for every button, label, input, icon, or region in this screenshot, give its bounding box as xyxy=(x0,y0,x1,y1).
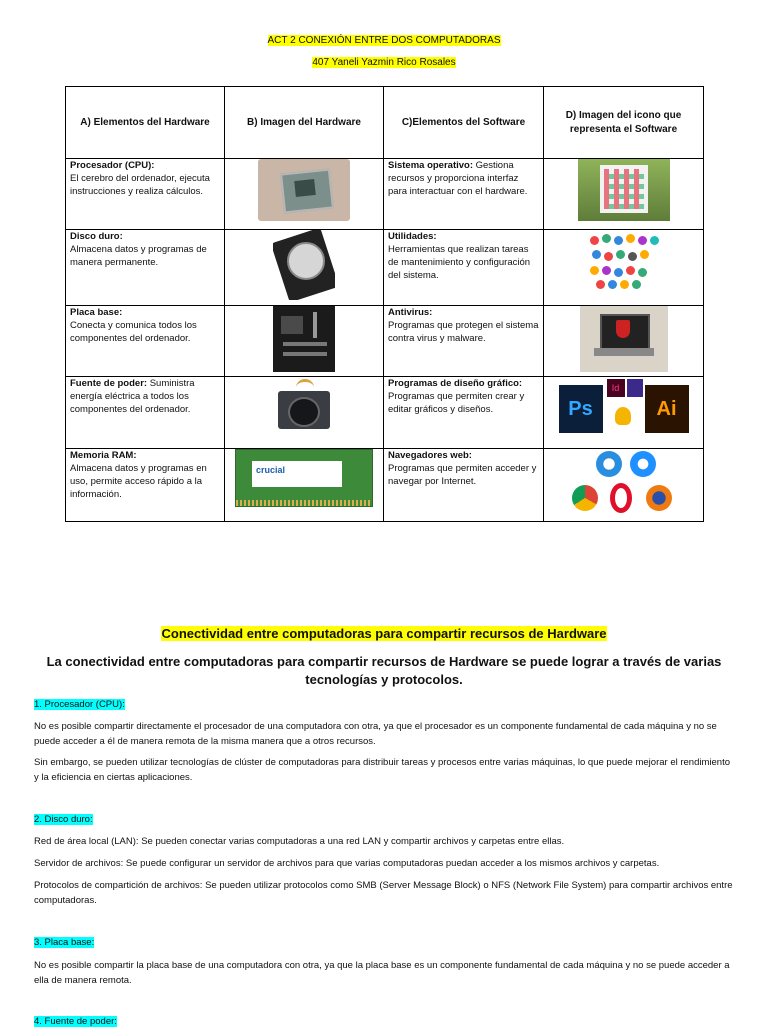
hardware-cell xyxy=(66,449,225,522)
power-supply-photo xyxy=(274,377,334,435)
table-row xyxy=(66,230,704,306)
table-row xyxy=(66,449,704,522)
hardware-name: Procesador (CPU): xyxy=(70,160,155,171)
safari-icon xyxy=(596,451,622,477)
software-cell xyxy=(384,230,544,306)
table-row xyxy=(66,306,704,377)
software-name: Navegadores web: xyxy=(388,450,472,461)
item-heading-text: 2. Disco duro: xyxy=(34,814,93,825)
hardware-image-cell xyxy=(225,377,384,449)
item-heading-text: 3. Placa base: xyxy=(34,937,95,948)
software-name: Antivirus: xyxy=(388,307,433,318)
section-intro: La conectividad entre computadoras para compartir recursos de Hardware se puede lograr a través de varias tecnologías y protocolos. xyxy=(46,654,722,687)
section-title-text: Conectividad entre computadoras para compartir recursos de Hardware xyxy=(161,626,607,641)
hardware-name: Placa base: xyxy=(70,307,123,318)
coreldraw-logo xyxy=(615,407,631,425)
table-header-row xyxy=(66,87,704,159)
software-description: Programas que protegen el sistema contra virus y malware. xyxy=(388,320,539,344)
opera-icon xyxy=(610,483,632,513)
software-image-cell xyxy=(544,159,704,230)
paragraph: Servidor de archivos: Se puede configurar un servidor de archivos para que varias computadoras puedan acceder a los mismos archivos y carpetas. xyxy=(34,858,660,869)
hardware-cell xyxy=(66,230,225,306)
item-heading-power-supply xyxy=(34,1016,117,1027)
cpu-photo xyxy=(258,159,350,221)
software-name: Programas de diseño gráfico: xyxy=(388,378,523,389)
ram-brand-label: crucial xyxy=(256,465,286,475)
hardware-software-table xyxy=(65,86,704,522)
hardware-image-cell xyxy=(225,159,384,230)
item-heading-cpu xyxy=(34,699,125,710)
software-description: Programas que permiten acceder y navegar por Internet. xyxy=(388,463,537,487)
firefox-icon xyxy=(646,485,672,511)
chrome-icon xyxy=(572,485,598,511)
hardware-name: Memoria RAM: xyxy=(70,450,137,461)
paragraph: No es posible compartir directamente el procesador de una computadora con otra, ya que el procesador es un componente fundamental de cada máquina y no se puede acceder a él de manera remota de la misma manera que a otros recursos. xyxy=(34,721,717,747)
creative-logo xyxy=(627,379,643,397)
author-text: 407 Yaneli Yazmin Rico Rosales xyxy=(312,57,456,68)
software-image-cell xyxy=(544,306,704,377)
software-image-cell xyxy=(544,449,704,522)
header-software-icon: D) Imagen del icono que representa el Software xyxy=(544,87,704,159)
header-hardware-image: B) Imagen del Hardware xyxy=(225,87,384,159)
software-description: Gestiona recursos y proporciona interfaz para interactuar con el hardware. xyxy=(388,160,528,197)
paragraph: No es posible compartir la placa base de una computadora con otra, ya que la placa base es un componente fundamental de cada máquina y no se puede acceder a ella de manera remota. xyxy=(34,960,730,986)
hardware-cell xyxy=(66,306,225,377)
software-cell xyxy=(384,377,544,449)
hardware-cell xyxy=(66,377,225,449)
hardware-name: Disco duro: xyxy=(70,231,123,242)
antivirus-laptop-icon xyxy=(580,306,668,372)
indesign-logo: Id xyxy=(607,379,625,397)
section-title xyxy=(0,626,768,641)
design-apps-icon xyxy=(559,377,689,435)
hardware-image-cell xyxy=(225,449,384,522)
item-heading-text: 1. Procesador (CPU): xyxy=(34,699,125,710)
os-start-menu-icon xyxy=(578,159,670,221)
software-description: Herramientas que realizan tareas de mantenimiento y configuración del sistema. xyxy=(388,244,531,281)
hardware-description: Almacena datos y programas de manera permanente. xyxy=(70,244,207,268)
hardware-image-cell xyxy=(225,230,384,306)
internet-explorer-icon xyxy=(630,451,656,477)
paragraph: Sin embargo, se pueden utilizar tecnologías de clúster de computadoras para distribuir tareas y procesos entre varias máquinas, lo que puede mejorar el rendimiento y la eficiencia en ciertas aplicaciones. xyxy=(34,757,730,783)
software-name: Utilidades: xyxy=(388,231,437,242)
software-name: Sistema operativo: xyxy=(388,160,473,171)
item-heading-disk xyxy=(34,814,93,825)
paragraph: Protocolos de compartición de archivos: Se pueden utilizar protocolos como SMB (Server Message Block) o NFS (Network File System) para compartir archivos entre computadoras. xyxy=(34,880,733,906)
hardware-name: Fuente de poder: xyxy=(70,378,148,389)
title-text: ACT 2 CONEXIÓN ENTRE DOS COMPUTADORAS xyxy=(267,35,501,46)
hardware-description: Almacena datos y programas en uso, permite acceso rápido a la información. xyxy=(70,463,207,500)
motherboard-photo xyxy=(273,306,335,372)
software-cell xyxy=(384,449,544,522)
web-browsers-icon xyxy=(562,449,686,515)
utilities-collage-icon xyxy=(586,230,662,290)
document-title xyxy=(0,35,768,46)
item-heading-motherboard xyxy=(34,937,94,948)
hardware-description: Conecta y comunica todos los componentes del ordenador. xyxy=(70,320,197,344)
item-heading-text: 4. Fuente de poder: xyxy=(34,1016,117,1027)
software-image-cell xyxy=(544,377,704,449)
hardware-cell xyxy=(66,159,225,230)
hardware-image-cell xyxy=(225,306,384,377)
header-software-elements: C)Elementos del Software xyxy=(384,87,544,159)
document-author xyxy=(0,57,768,68)
hardware-description: Suministra energía eléctrica a todos los componentes del ordenador. xyxy=(70,378,195,415)
ram-module-photo xyxy=(235,449,373,507)
software-image-cell xyxy=(544,230,704,306)
photoshop-logo: Ps xyxy=(559,385,603,433)
paragraph: Red de área local (LAN): Se pueden conectar varias computadoras a una red LAN y compartir archivos y carpetas entre ellas. xyxy=(34,836,565,847)
software-description: Programas que permiten crear y editar gráficos y diseños. xyxy=(388,391,525,415)
table-row xyxy=(66,377,704,449)
hardware-description: El cerebro del ordenador, ejecuta instrucciones y realiza cálculos. xyxy=(70,173,210,197)
software-cell xyxy=(384,159,544,230)
table-row xyxy=(66,159,704,230)
software-cell xyxy=(384,306,544,377)
hard-disk-photo xyxy=(273,230,335,300)
header-hardware-elements: A) Elementos del Hardware xyxy=(66,87,225,159)
illustrator-logo: Ai xyxy=(645,385,689,433)
